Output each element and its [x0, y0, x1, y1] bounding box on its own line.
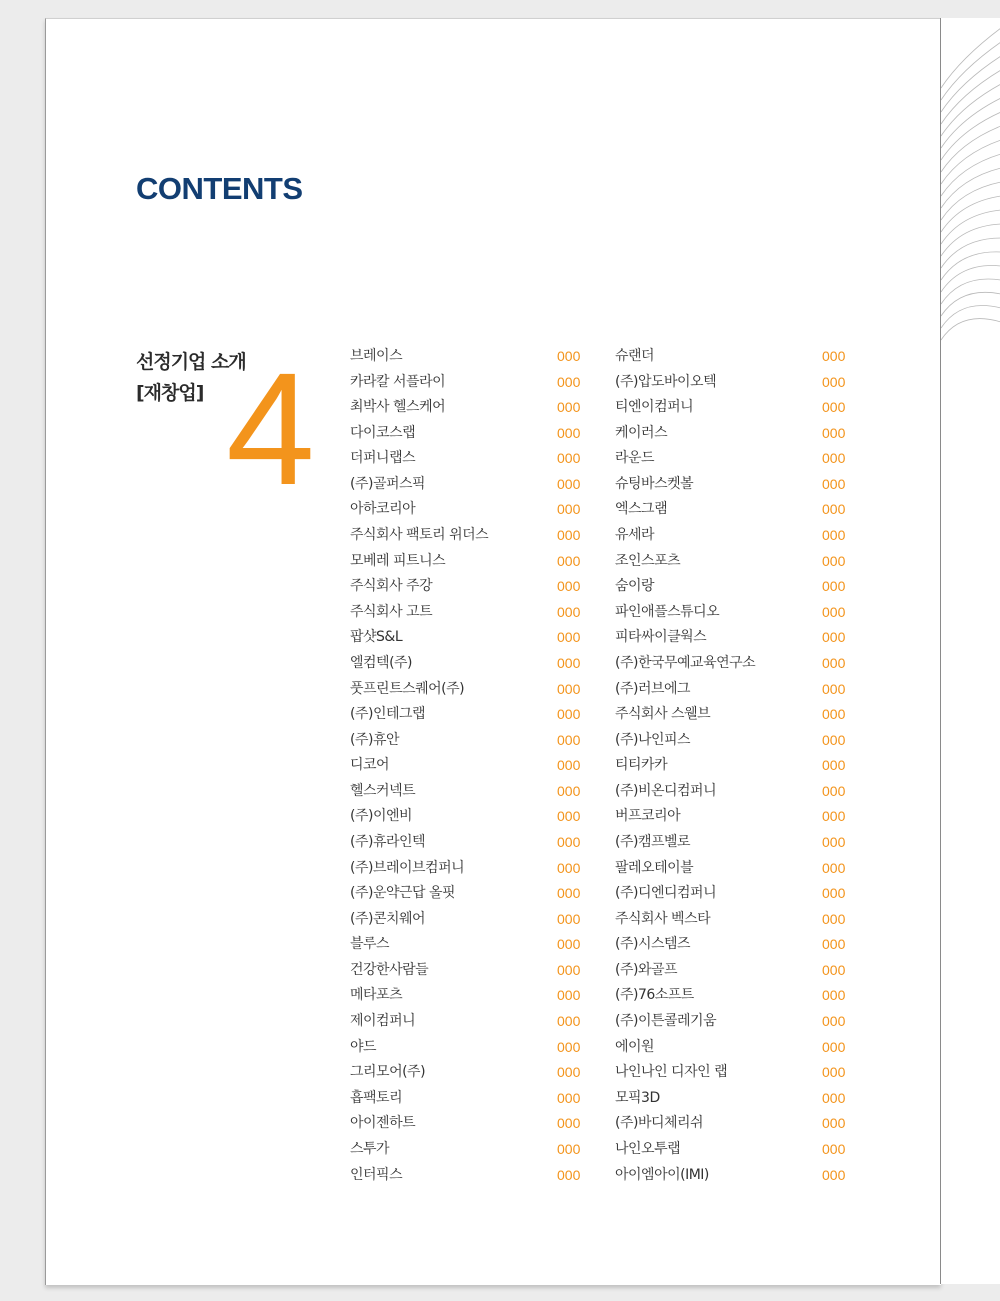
- toc-entry-name: 주식회사 주강: [350, 578, 433, 595]
- toc-entry-page: 000: [557, 757, 581, 774]
- toc-entry: [350, 782, 610, 808]
- toc-entry: [350, 859, 610, 885]
- toc-entry-name: (주)골퍼스픽: [350, 475, 426, 492]
- toc-entry-page: 000: [557, 885, 581, 902]
- toc-entry-page: 000: [557, 936, 581, 953]
- toc-entry: [350, 884, 610, 910]
- toc-entry: [350, 756, 610, 782]
- toc-entry: [350, 731, 610, 757]
- toc-entry-page: 000: [557, 475, 581, 492]
- toc-entry-page: 000: [822, 961, 846, 978]
- toc-entry: [615, 680, 875, 706]
- toc-entry-name: (주)압도바이오텍: [615, 373, 717, 390]
- toc-entry-name: (주)디엔디컴퍼니: [615, 885, 717, 902]
- toc-entry-name: 슈팅바스켓볼: [615, 475, 694, 492]
- toc-entry-name: (주)와골프: [615, 961, 678, 978]
- toc-entry-name: (주)휴라인텍: [350, 833, 426, 850]
- toc-entry: [615, 347, 875, 373]
- contents-title: CONTENTS: [136, 171, 303, 206]
- toc-entry: [615, 1114, 875, 1140]
- toc-entry-page: 000: [557, 373, 581, 390]
- toc-entry: [615, 1063, 875, 1089]
- toc-entry-page: 000: [822, 1166, 846, 1183]
- toc-entry-page: 000: [557, 987, 581, 1004]
- toc-entry-page: 000: [822, 885, 846, 902]
- toc-entry-name: 모베레 피트니스: [350, 552, 446, 569]
- toc-entry-page: 000: [822, 1115, 846, 1132]
- toc-entry: [615, 654, 875, 680]
- toc-entry-page: 000: [822, 910, 846, 927]
- next-page-edge: [940, 18, 1000, 1284]
- toc-entry: [615, 373, 875, 399]
- toc-entry: [350, 705, 610, 731]
- toc-entry-page: 000: [822, 680, 846, 697]
- decorative-curve-line: [941, 279, 1000, 304]
- toc-entry-name: 버프코리아: [615, 808, 681, 825]
- decorative-curve-line: [941, 182, 1000, 220]
- toc-entry: [350, 449, 610, 475]
- toc-entry-page: 000: [557, 399, 581, 416]
- toc-entry-page: 000: [557, 1064, 581, 1081]
- toc-entry-name: (주)나인피스: [615, 731, 691, 748]
- toc-entry-page: 000: [822, 578, 846, 595]
- toc-entry-page: 000: [822, 603, 846, 620]
- toc-entry: [615, 859, 875, 885]
- toc-entry-name: 나인나인 디자인 랩: [615, 1064, 728, 1081]
- toc-entry: [615, 961, 875, 987]
- toc-entry-name: 더퍼니랩스: [350, 450, 416, 467]
- toc-entry: [350, 424, 610, 450]
- toc-entry: [350, 935, 610, 961]
- toc-entry-name: (주)러브에그: [615, 680, 691, 697]
- toc-entry-name: 조인스포츠: [615, 552, 681, 569]
- toc-entry-name: (주)이튼콜레기움: [615, 1013, 717, 1030]
- toc-entry-page: 000: [822, 552, 846, 569]
- toc-entry-page: 000: [557, 680, 581, 697]
- toc-entry-page: 000: [822, 859, 846, 876]
- toc-entry-name: 아이젠하트: [350, 1115, 416, 1132]
- toc-entry: [615, 475, 875, 501]
- toc-entry-name: 숨이랑: [615, 578, 655, 595]
- toc-entry-page: 000: [557, 552, 581, 569]
- toc-entry-name: 디코어: [350, 757, 390, 774]
- toc-entry: [615, 552, 875, 578]
- toc-entry: [350, 347, 610, 373]
- toc-entry-page: 000: [822, 987, 846, 1004]
- decorative-curve-line: [941, 238, 1000, 268]
- toc-entry-page: 000: [822, 527, 846, 544]
- toc-entry-name: 주식회사 고트: [350, 603, 433, 620]
- toc-entry: [350, 1114, 610, 1140]
- section-title-line1: 선정기업 소개: [136, 351, 246, 373]
- toc-entry: [615, 526, 875, 552]
- toc-entry: [615, 705, 875, 731]
- toc-entry-name: 주식회사 스웰브: [615, 706, 711, 723]
- toc-entry-page: 000: [557, 578, 581, 595]
- toc-entry-page: 000: [557, 833, 581, 850]
- toc-entry-page: 000: [557, 1166, 581, 1183]
- toc-entry: [350, 1063, 610, 1089]
- toc-entry-name: 나인오투랩: [615, 1140, 681, 1157]
- toc-entry-name: 케이러스: [615, 424, 668, 441]
- toc-entry-name: (주)비온디컴퍼니: [615, 782, 717, 799]
- toc-entry-page: 000: [822, 1013, 846, 1030]
- toc-entry: [615, 833, 875, 859]
- toc-entry: [615, 500, 875, 526]
- toc-entry-page: 000: [557, 501, 581, 518]
- toc-entry-name: 주식회사 팩토리 위더스: [350, 527, 489, 544]
- toc-entry: [350, 910, 610, 936]
- toc-entry-name: 아이엠아이(IMI): [615, 1166, 709, 1183]
- toc-entry: [350, 552, 610, 578]
- toc-entry-page: 000: [822, 399, 846, 416]
- toc-entry-page: 000: [822, 782, 846, 799]
- toc-entry-name: 아하코리아: [350, 501, 416, 518]
- toc-entry: [615, 782, 875, 808]
- toc-entry-name: 스투가: [350, 1140, 390, 1157]
- toc-entry: [615, 807, 875, 833]
- toc-entry-page: 000: [822, 629, 846, 646]
- toc-entry-page: 000: [557, 961, 581, 978]
- toc-entry-name: 주식회사 벡스타: [615, 910, 711, 927]
- decorative-curve-line: [941, 140, 1000, 184]
- decorative-curve-line: [941, 168, 1000, 208]
- toc-entry: [350, 833, 610, 859]
- toc-entry: [615, 910, 875, 936]
- toc-entry-page: 000: [557, 859, 581, 876]
- decorative-curve-line: [941, 196, 1000, 232]
- toc-entry-name: 라운드: [615, 450, 655, 467]
- toc-entry-name: 티티카카: [615, 757, 668, 774]
- toc-entry: [615, 731, 875, 757]
- toc-entry: [350, 807, 610, 833]
- toc-entry: [615, 1140, 875, 1166]
- toc-column-left: [350, 347, 610, 1191]
- decorative-curves: [941, 18, 1000, 358]
- toc-entry: [350, 373, 610, 399]
- toc-entry-name: 제이컴퍼니: [350, 1013, 416, 1030]
- toc-entry-page: 000: [822, 654, 846, 671]
- toc-entry-page: 000: [822, 833, 846, 850]
- section-title-line2: [재창업]: [136, 382, 204, 404]
- toc-entry-page: 000: [557, 450, 581, 467]
- toc-entry-name: 헬스커넥트: [350, 782, 416, 799]
- toc-entry-page: 000: [822, 1140, 846, 1157]
- toc-entry-name: 그리모어(주): [350, 1064, 426, 1081]
- toc-entry: [615, 1012, 875, 1038]
- toc-entry-page: 000: [557, 1115, 581, 1132]
- toc-entry: [615, 603, 875, 629]
- toc-entry-name: (주)휴안: [350, 731, 399, 748]
- toc-column-right: [615, 347, 875, 1191]
- toc-entry-page: 000: [822, 706, 846, 723]
- toc-entry-name: 팔레오테이블: [615, 859, 694, 876]
- toc-entry-name: 카라칼 서플라이: [350, 373, 446, 390]
- toc-entry: [350, 1089, 610, 1115]
- toc-entry: [350, 680, 610, 706]
- toc-entry-name: 최박사 헬스케어: [350, 399, 446, 416]
- toc-entry-name: 엘컴텍(주): [350, 654, 413, 671]
- toc-entry-name: (주)인테그랩: [350, 706, 426, 723]
- toc-entry: [350, 500, 610, 526]
- toc-entry-name: 팝샷S&L: [350, 629, 403, 646]
- toc-entry-page: 000: [557, 654, 581, 671]
- toc-entry-name: 다이코스랩: [350, 424, 416, 441]
- decorative-curve-line: [941, 252, 1000, 280]
- toc-entry-name: 피타싸이클웍스: [615, 629, 707, 646]
- toc-entry-page: 000: [557, 910, 581, 927]
- toc-entry: [615, 1038, 875, 1064]
- toc-entry: [350, 1012, 610, 1038]
- toc-entry-page: 000: [822, 475, 846, 492]
- toc-entry: [350, 654, 610, 680]
- toc-entry-name: (주)캠프벨로: [615, 833, 691, 850]
- toc-entry-name: 흡팩토리: [350, 1089, 403, 1106]
- toc-entry-name: 야드: [350, 1038, 377, 1055]
- decorative-curve-line: [941, 210, 1000, 244]
- toc-entry-page: 000: [822, 424, 846, 441]
- toc-entry-page: 000: [822, 501, 846, 518]
- toc-entry: [615, 449, 875, 475]
- decorative-curve-line: [941, 292, 1000, 316]
- toc-entry-page: 000: [557, 782, 581, 799]
- toc-entry-page: 000: [822, 1064, 846, 1081]
- toc-entry-name: 메타포츠: [350, 987, 403, 1004]
- toc-entry-page: 000: [822, 450, 846, 467]
- toc-entry: [350, 526, 610, 552]
- toc-entry: [350, 577, 610, 603]
- decorative-curve-line: [941, 98, 1000, 148]
- toc-entry-page: 000: [557, 424, 581, 441]
- toc-entry-name: 유세라: [615, 527, 655, 544]
- toc-entry-name: (주)시스템즈: [615, 936, 691, 953]
- toc-entry-page: 000: [557, 603, 581, 620]
- toc-entry: [615, 398, 875, 424]
- decorative-curve-line: [941, 319, 1000, 340]
- toc-entry: [615, 628, 875, 654]
- toc-entry-name: 블루스: [350, 936, 390, 953]
- toc-entry-name: (주)브레이브컴퍼니: [350, 859, 465, 876]
- toc-entry: [350, 398, 610, 424]
- toc-entry-name: 인터픽스: [350, 1166, 403, 1183]
- toc-entry-name: (주)바디체리쉬: [615, 1115, 704, 1132]
- decorative-curve-line: [941, 224, 1000, 256]
- toc-entry: [350, 986, 610, 1012]
- toc-entry-name: (주)이엔비: [350, 808, 413, 825]
- toc-entry-page: 000: [822, 373, 846, 390]
- toc-entry-page: 000: [557, 706, 581, 723]
- toc-entry: [615, 884, 875, 910]
- toc-entry-name: 건강한사람들: [350, 961, 429, 978]
- toc-entry-page: 000: [557, 1140, 581, 1157]
- toc-entry-name: (주)콘치웨어: [350, 910, 426, 927]
- toc-entry-page: 000: [557, 731, 581, 748]
- section-number: 4: [226, 339, 315, 518]
- toc-entry-name: 파인애플스튜디오: [615, 603, 720, 620]
- toc-entry-name: 브레이스: [350, 348, 403, 364]
- toc-entry: [615, 1089, 875, 1115]
- decorative-curve-line: [941, 306, 1000, 329]
- toc-entry-page: 000: [822, 757, 846, 774]
- toc-entry-page: 000: [822, 1038, 846, 1055]
- document-page: [45, 18, 941, 1285]
- toc-entry-name: 엑스그램: [615, 501, 668, 518]
- toc-entry: [615, 935, 875, 961]
- toc-entry: [350, 628, 610, 654]
- toc-entry: [350, 1038, 610, 1064]
- toc-entry: [615, 986, 875, 1012]
- toc-entry-page: 000: [557, 1089, 581, 1106]
- toc-entry-page: 000: [557, 1013, 581, 1030]
- toc-entry-name: (주)76소프트: [615, 987, 694, 1004]
- toc-entry-page: 000: [822, 1089, 846, 1106]
- toc-entry: [615, 1166, 875, 1192]
- toc-entry-page: 000: [557, 808, 581, 825]
- toc-entry-page: 000: [557, 629, 581, 646]
- toc-entry: [615, 577, 875, 603]
- toc-entry-page: 000: [822, 731, 846, 748]
- toc-entry: [350, 475, 610, 501]
- toc-entry: [615, 756, 875, 782]
- toc-entry: [615, 424, 875, 450]
- toc-entry-page: 000: [822, 808, 846, 825]
- toc-entry-name: (주)한국무예교육연구소: [615, 654, 756, 671]
- toc-entry-name: 슈랜더: [615, 348, 655, 364]
- toc-entry-page: 000: [822, 348, 846, 364]
- toc-entry-name: 풋프린트스퀘어(주): [350, 680, 465, 697]
- toc-entry-name: 에이원: [615, 1038, 655, 1055]
- toc-entry-page: 000: [557, 348, 581, 364]
- toc-entry-name: (주)운약근답 올핏: [350, 885, 456, 902]
- toc-entry-name: 모픽3D: [615, 1089, 660, 1106]
- decorative-curve-line: [941, 70, 1000, 124]
- toc-entry-name: 티엔이컴퍼니: [615, 399, 694, 416]
- toc-entry-page: 000: [557, 527, 581, 544]
- toc-entry: [350, 961, 610, 987]
- toc-entry-page: 000: [557, 1038, 581, 1055]
- toc-entry: [350, 1166, 610, 1192]
- toc-entry: [350, 603, 610, 629]
- toc-entry-page: 000: [822, 936, 846, 953]
- toc-entry: [350, 1140, 610, 1166]
